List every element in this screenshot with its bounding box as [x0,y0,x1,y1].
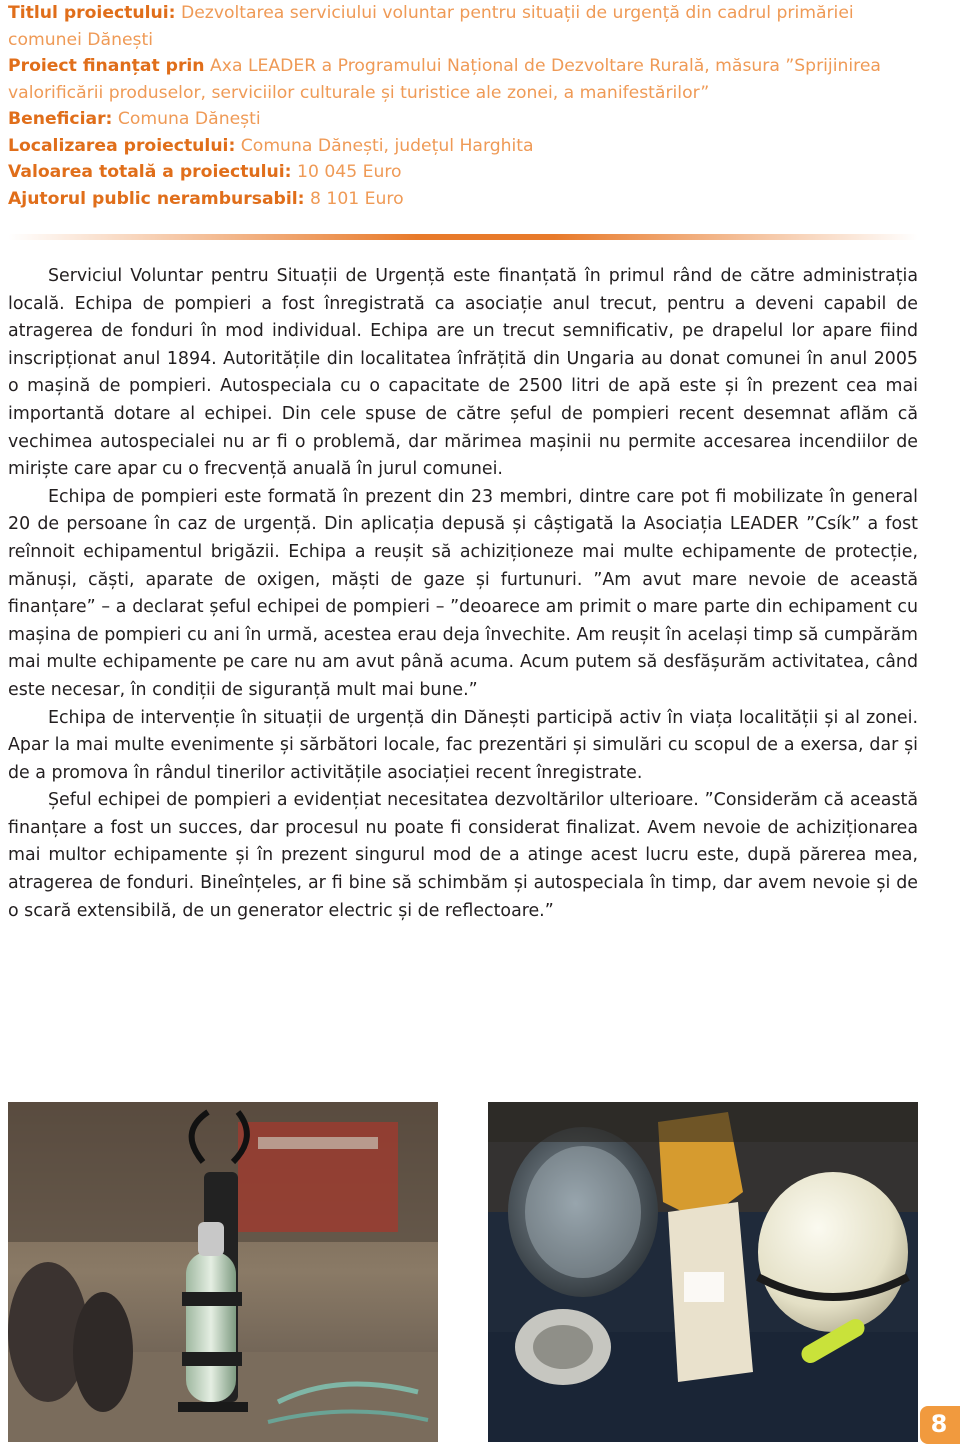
breathing-apparatus-illustration [8,1102,438,1442]
protective-equipment-illustration [488,1102,918,1442]
project-title-line [8,0,920,53]
paragraph-1: Serviciul Voluntar pentru Situații de Urgență este finanțată în primul rând de către administrația locală. Echipa de pompieri a fost înregistrată ca asociație anul trecut, pentru a deveni capabil de atragerea de fonduri în mod individual. Echipa are un trecut semnificativ, pe drapelul lor apare fiind inscripționat anul 1894. Autoritățile din localitatea înfrățită din Ungaria au donat comunei în anul 2005 o mașină de pompieri. Autospeciala cu o capacitate de 2500 litri de apă este și în prezent cea mai importantă dotare al echipei. Din cele spuse de către șeful de pompieri recent desemnat aflăm că vechimea autospecialei nu ar fi o problemă, dar mărimea mașinii nu permite accesarea incendiilor de miriște care apar cu o frecvență anuală în jurul comunei. [8,266,918,480]
funding-value: Axa LEADER a Programului Național de Dezvoltare Rurală, măsura ”Sprijinirea valorificării produselor, serviciilor culturale și turistice ale zonei, a manifestărilor” [8,56,881,103]
article-body [8,263,918,925]
photo-protective-equipment [488,1102,918,1442]
funding-label: Proiect finanțat prin [8,56,205,76]
section-divider [8,234,918,240]
project-title-label: Titlul proiectului: [8,3,176,23]
photo-breathing-apparatus [8,1102,438,1442]
grant-amount: 8 101 Euro [310,188,404,209]
beneficiary-label: Beneficiar: [8,109,113,129]
beneficiary-line [8,106,920,133]
paragraph-4: Șeful echipei de pompieri a evidențiat necesitatea dezvoltărilor ulterioare. ”Considerăm că această finanțare a fost un succes, dar procesul nu poate fi considerat finalizat. Avem nevoie de achiziționarea mai multor echipamente și în prezent singurul mod de a atinge acest lucru este, după părerea mea, atragerea de fonduri. Bineînțeles, ar fi bine să schimbăm și autospeciala în timp, dar avem nevoie și de o scară extensibilă, de un generator electric și de reflectoare.” [8,790,918,921]
funding-line [8,53,920,106]
grant-label: Ajutorul public nerambursabil: [8,188,305,209]
project-title-value: Dezvoltarea serviciului voluntar pentru situații de urgență din cadrul primăriei comunei Dănești [8,3,854,50]
total-value-label: Valoarea totală a proiectului: [8,162,292,182]
location-label: Localizarea proiectului: [8,135,236,156]
beneficiary-value: Comuna Dănești [117,109,261,129]
total-value-amount: 10 045 Euro [297,162,402,182]
location-value: Comuna Dănești, județul Harghita [240,135,534,156]
page-number: 8 [930,1410,948,1438]
project-info-header [8,0,920,212]
grant-line [8,186,920,213]
total-value-line [8,159,920,186]
paragraph-3: Echipa de intervenție în situații de urgență din Dănești participă activ în viața localității și al zonei. Apar la mai multe evenimente și sărbători locale, fac prezentări și simulări cu scopul de a exersa, dar și de a promova în rândul tinerilor activitățile asociației recent înregistrate. [8,707,918,783]
location-line [8,133,920,160]
paragraph-2: Echipa de pompieri este formată în prezent din 23 membri, dintre care pot fi mobilizate în general 20 de persoane în caz de urgență. Din aplicația depusă și câștigată la Asociația LEADER ”Csík” a fost reînnoit echipamentul brigăzii. Echipa a reușit să achiziționeze mai multe echipamente de protecție, mănuși, căști, aparate de oxigen, măști de gaze și furtunuri. ”Am avut mare nevoie de această finanțare” – a declarat șeful echipei de pompieri – ”deoarece am primit o mare parte din echipament cu mașina de pompieri cu ani în urmă, acestea erau deja învechite. Am reușit în același timp să cumpărăm mai multe echipamente pe care nu am avut până acuma. Acum putem să desfășurăm activitatea, când este necesar, în condiții de siguranță mult mai bune.” [8,486,918,700]
page-number-badge [920,1406,960,1444]
